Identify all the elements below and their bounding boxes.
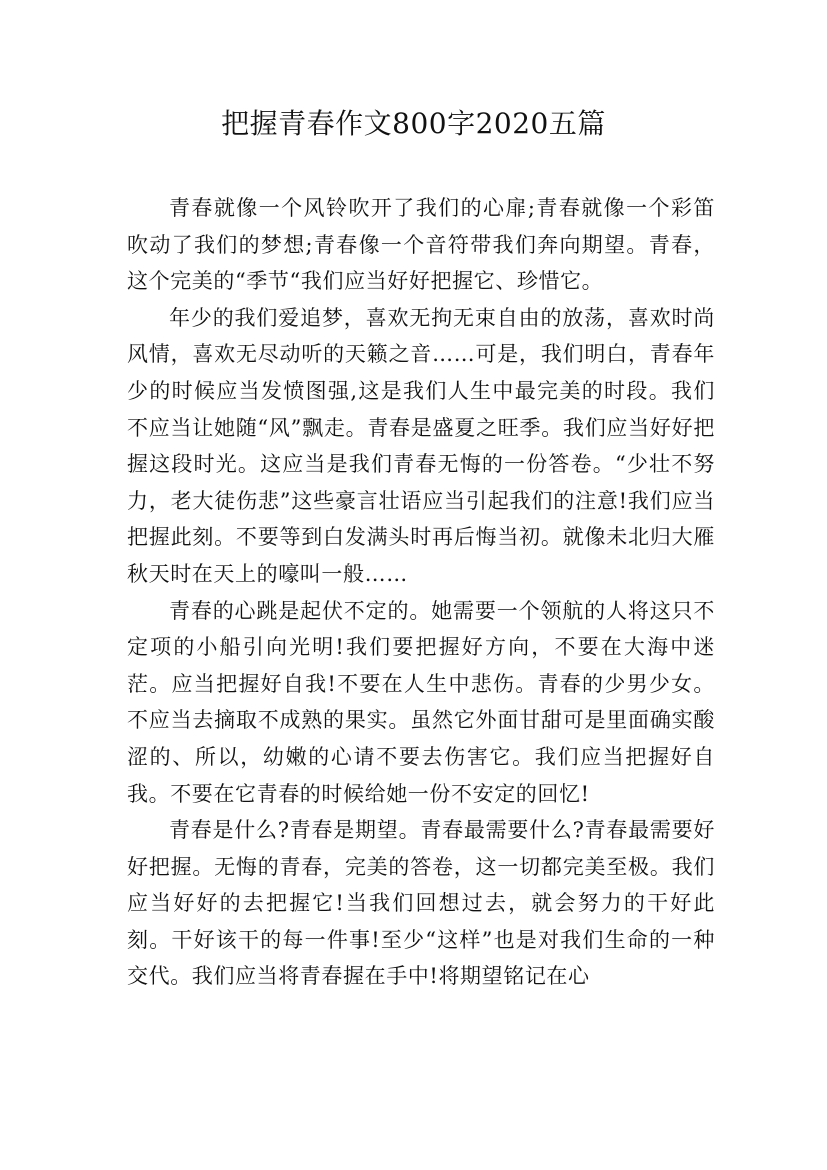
document-body bbox=[127, 190, 715, 995]
paragraph-4: 青春是什么?青春是期望。青春最需要什么?青春最需要好好把握。无悔的青春，完美的答卷，这一切都完美至极。我们应当好好的去把握它!当我们回想过去，就会努力的干好此刻。干好该干的每一件事!至少“这样”也是对我们生命的一种交代。我们应当将青春握在手中!将期望铭记在心 bbox=[127, 818, 715, 989]
paragraph-3: 青春的心跳是起伏不定的。她需要一个领航的人将这只不定项的小船引向光明!我们要把握好方向，不要在大海中迷茫。应当把握好自我!不要在人生中悲伤。青春的少男少女。不应当去摘取不成熟的果实。虽然它外面甘甜可是里面确实酸涩的、所以，幼嫩的心请不要去伤害它。我们应当把握好自我。不要在它青春的时候给她一份不安定的回忆! bbox=[127, 598, 715, 806]
document-title: 把握青春作文800字2020五篇 bbox=[221, 107, 606, 140]
paragraph-1: 青春就像一个风铃吹开了我们的心扉;青春就像一个彩笛吹动了我们的梦想;青春像一个音符带我们奔向期望。青春，这个完美的“季节“我们应当好好把握它、珍惜它。 bbox=[127, 196, 715, 294]
paragraph-2: 年少的我们爱追梦，喜欢无拘无束自由的放荡，喜欢时尚风情，喜欢无尽动听的天籁之音……可是，我们明白，青春年少的时候应当发愤图强,这是我们人生中最完美的时段。我们不应当让她随“风”飘走。青春是盛夏之旺季。我们应当好好把握这段时光。这应当是我们青春无悔的一份答卷。“少壮不努力，老大徒伤悲”这些豪言壮语应当引起我们的注意!我们应当把握此刻。不要等到白发满头时再后悔当初。就像未北归大雁秋天时在天上的嚎叫一般…… bbox=[127, 305, 715, 586]
